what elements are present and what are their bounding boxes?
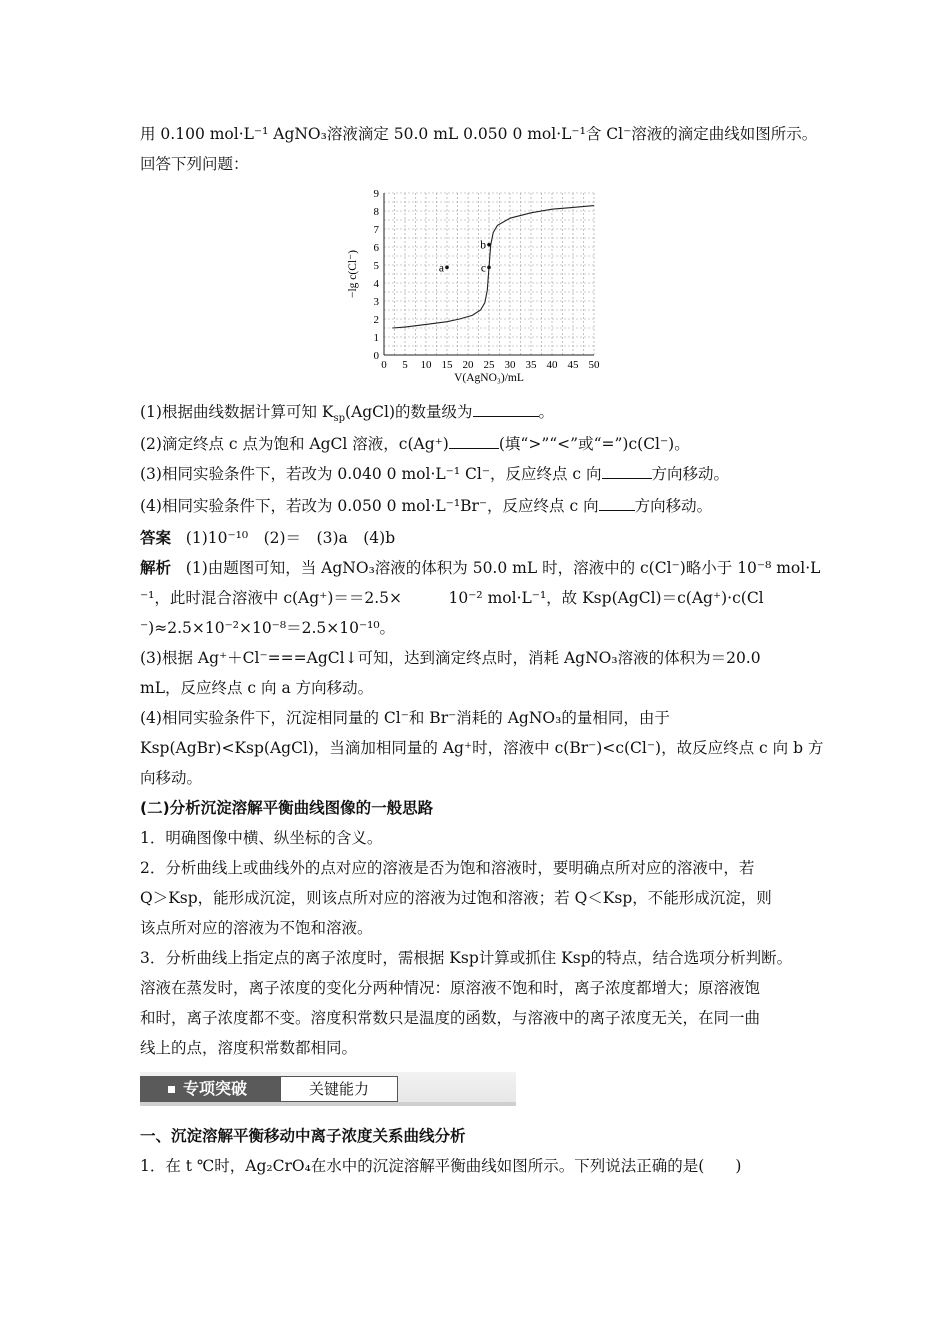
y-axis-label: −lg c(Cl⁻) — [347, 249, 359, 299]
analysis-label: 解析 — [140, 559, 172, 577]
titration-curve-chart — [340, 183, 610, 393]
question-1-end: 。 — [538, 403, 555, 421]
question-1-rest: (AgCl)的数量级为 — [345, 403, 473, 421]
section-banner — [140, 1072, 516, 1106]
y-tick-label: 7 — [373, 224, 379, 236]
question-2 — [140, 432, 690, 454]
analysis-line-7: Ksp(AgBr)<Ksp(AgCl)，当滴加相同量的 Ag⁺时，溶液中 c(Br⁻)<c(Cl⁻)，故反应终点 c 向 b 方 — [140, 739, 824, 757]
part-1-question: 1．在 t ℃时，Ag₂CrO₄在水中的沉淀溶解平衡曲线如图所示。下列说法正确的是( ) — [140, 1157, 742, 1175]
banner-left-label: 专项突破 — [183, 1079, 248, 1098]
y-tick-label: 1 — [373, 332, 379, 344]
x-tick-label: 40 — [546, 359, 558, 371]
section-2-item-3a: 3．分析曲线上指定点的离子浓度时，需根据 Ksp计算或抓住 Ksp的特点，结合选项分析判断。 — [140, 949, 793, 967]
point-c-marker — [487, 266, 491, 270]
answer-text: (1)10⁻¹⁰ (2)＝ (3)a (4)b — [185, 529, 396, 547]
question-2-end: (填“>”“<”或“=”)c(Cl⁻)。 — [498, 435, 690, 453]
titration-curve-line — [392, 206, 594, 328]
y-tick-label: 2 — [373, 314, 379, 326]
answer-blank-4[interactable] — [599, 496, 635, 511]
answer-label: 答案 — [140, 529, 172, 547]
x-tick-label: 25 — [483, 359, 495, 371]
section-2-item-3c: 和时，离子浓度都不变。溶度积常数只是温度的函数，与溶液中的离子浓度无关，在同一曲 — [140, 1009, 761, 1027]
point-a-marker — [445, 266, 449, 270]
answer-blank-3[interactable] — [602, 464, 652, 479]
question-4-text: (4)相同实验条件下，若改为 0.050 0 mol·L⁻¹Br⁻，反应终点 c 向 — [140, 497, 599, 515]
square-bullet-icon — [168, 1086, 175, 1093]
x-tick-label: 35 — [525, 359, 537, 371]
question-1-text: (1)根据曲线数据计算可知 K — [140, 403, 334, 421]
analysis-line-8: 向移动。 — [140, 769, 203, 787]
answer-line — [140, 526, 395, 548]
x-tick-label: 10 — [420, 359, 432, 371]
analysis-line-4: (3)根据 Ag⁺＋Cl⁻===AgCl↓可知，达到滴定终点时，消耗 AgNO₃溶液的体积为＝20.0 — [140, 649, 761, 667]
y-tick-label: 6 — [373, 242, 379, 254]
banner-left — [140, 1076, 280, 1102]
ksp-subscript: sp — [333, 413, 346, 425]
intro-line-2: 回答下列问题： — [140, 155, 249, 173]
section-2-item-2a: 2．分析曲线上或曲线外的点对应的溶液是否为饱和溶液时，要明确点所对应的溶液中，若 — [140, 859, 755, 877]
analysis-text-1: (1)由题图可知，当 AgNO₃溶液的体积为 50.0 mL 时，溶液中的 c(Cl⁻)略小于 10⁻⁸ mol·L — [185, 559, 821, 577]
question-1 — [140, 400, 554, 424]
y-tick-label: 5 — [373, 260, 379, 272]
question-3-text: (3)相同实验条件下，若改为 0.040 0 mol·L⁻¹ Cl⁻，反应终点 c 向 — [140, 465, 602, 483]
x-tick-label: 0 — [381, 359, 387, 371]
point-c-label: c — [480, 262, 486, 275]
analysis-line-2: ⁻¹，此时混合溶液中 c(Ag⁺)＝＝2.5× 10⁻² mol·L⁻¹，故 Ksp(AgCl)＝c(Ag⁺)·c(Cl — [140, 589, 764, 607]
section-2-item-3d: 线上的点，溶度积常数都相同。 — [140, 1039, 358, 1057]
banner-underline — [140, 1102, 516, 1106]
question-4-end: 方向移动。 — [634, 497, 713, 515]
section-2-item-3b: 溶液在蒸发时，离子浓度的变化分两种情况：原溶液不饱和时，离子浓度都增大；原溶液饱 — [140, 979, 761, 997]
point-b-label: b — [480, 239, 486, 252]
y-tick-label: 8 — [373, 206, 379, 218]
section-2-item-2b: Q＞Ksp，能形成沉淀，则该点所对应的溶液为过饱和溶液；若 Q＜Ksp，不能形成沉淀，则 — [140, 889, 772, 907]
y-tick-label: 9 — [373, 188, 379, 200]
x-axis-label: V(AgNO₃)/mL — [454, 372, 524, 384]
intro-line-1: 用 0.100 mol·L⁻¹ AgNO₃溶液滴定 50.0 mL 0.050 0 mol·L⁻¹含 Cl⁻溶液的滴定曲线如图所示。 — [140, 125, 818, 143]
section-2-item-1: 1．明确图像中横、纵坐标的含义。 — [140, 829, 383, 847]
banner-right: 关键能力 — [280, 1076, 398, 1102]
question-4 — [140, 494, 712, 516]
x-tick-label: 50 — [588, 359, 600, 371]
answer-blank-2[interactable] — [449, 434, 499, 449]
analysis-line-1 — [140, 556, 820, 578]
section-2-item-2c: 该点所对应的溶液为不饱和溶液。 — [140, 919, 373, 937]
section-2-title: (二)分析沉淀溶解平衡曲线图像的一般思路 — [140, 799, 434, 817]
x-tick-label: 30 — [504, 359, 516, 371]
y-tick-label: 3 — [373, 296, 379, 308]
x-tick-label: 20 — [462, 359, 474, 371]
y-tick-label: 4 — [373, 278, 379, 290]
question-2-text: (2)滴定终点 c 点为饱和 AgCl 溶液，c(Ag⁺) — [140, 435, 449, 453]
x-tick-label: 15 — [441, 359, 453, 371]
answer-blank-1[interactable] — [473, 402, 539, 417]
part-1-title: 一、沉淀溶解平衡移动中离子浓度关系曲线分析 — [140, 1127, 466, 1145]
point-b-marker — [487, 243, 491, 247]
analysis-line-5: mL，反应终点 c 向 a 方向移动。 — [140, 679, 374, 697]
y-tick-label: 0 — [373, 350, 379, 362]
question-3-end: 方向移动。 — [651, 465, 730, 483]
analysis-line-3: ⁻)≈2.5×10⁻²×10⁻⁸＝2.5×10⁻¹⁰。 — [140, 619, 396, 637]
point-a-label: a — [438, 262, 444, 275]
analysis-line-6: (4)相同实验条件下，沉淀相同量的 Cl⁻和 Br⁻消耗的 AgNO₃的量相同，由于 — [140, 709, 670, 727]
question-3 — [140, 462, 729, 484]
x-tick-label: 45 — [567, 359, 579, 371]
x-tick-label: 5 — [402, 359, 408, 371]
